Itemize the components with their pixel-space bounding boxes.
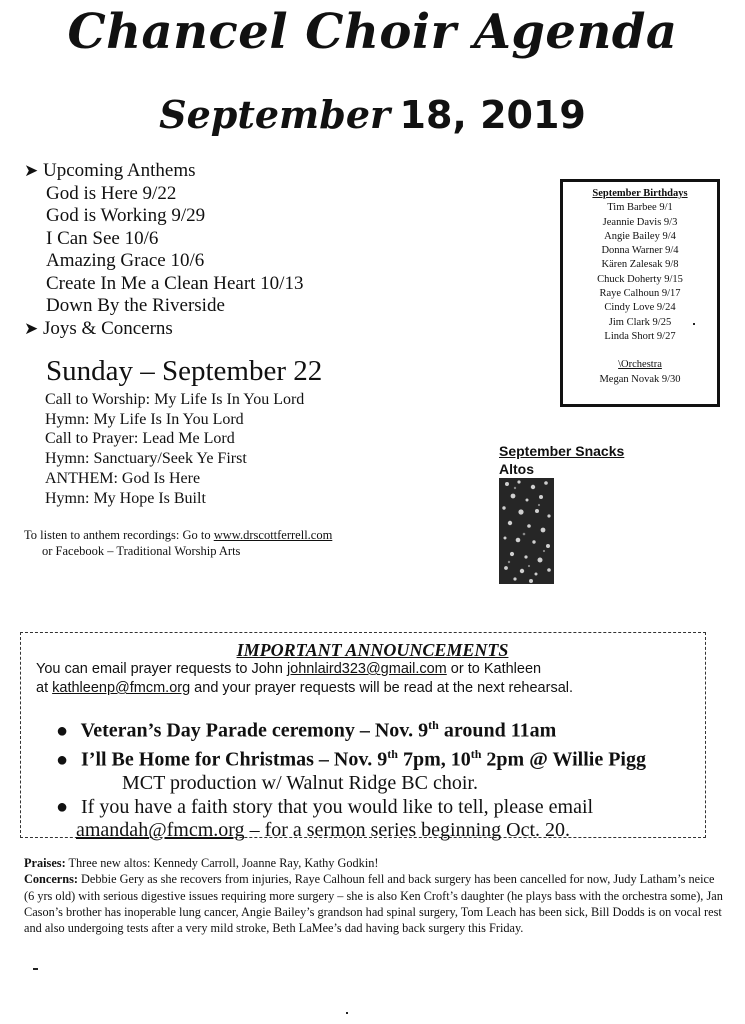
flower-pattern-icon (499, 478, 554, 584)
snacks-flower-image (499, 478, 554, 584)
birthday-item: Linda Short 9/27 (604, 330, 676, 342)
website-link[interactable]: www.drscottferrell.com (213, 528, 333, 542)
orchestra-birthday-list (563, 373, 717, 387)
listen-info (24, 527, 332, 559)
arrow-bullet-icon: ➤ (24, 318, 39, 338)
bullet-dot-icon: ● (56, 748, 69, 771)
announcements-title: IMPORTANT ANNOUNCEMENTS (236, 640, 509, 660)
bullet-dot-icon: ● (56, 719, 69, 742)
ann-line2-text-b: and your prayer requests will be read at the next rehearsal. (190, 680, 574, 696)
item1-text-a: Veteran’s Day Parade ceremony – Nov. 9 (80, 719, 429, 742)
bullet-dot-icon: ● (56, 795, 69, 818)
item3-text: If you have a faith story that you would like to tell, please email (81, 795, 594, 818)
scan-speck (33, 968, 38, 970)
birthday-item: Raye Calhoun 9/17 (599, 288, 681, 300)
praises-concerns (24, 855, 724, 936)
birthday-item: Jim Clark 9/25 (608, 316, 672, 328)
announcement-item-faith-story (56, 796, 646, 820)
scan-speck (693, 323, 695, 325)
ann-line1-text-a: You can email prayer requests to John (36, 661, 287, 677)
praises-text: Three new altos: Kennedy Carroll, Joanne Ray, Kathy Godkin! (65, 856, 379, 870)
anthem-list (24, 183, 303, 318)
sunday-title: Sunday – September 22 (46, 355, 323, 387)
agenda-date (0, 92, 745, 138)
agenda-date-day-year: 18, 2019 (399, 93, 586, 137)
birthdays-box (560, 179, 720, 407)
item2-sup1: th (387, 747, 398, 762)
anthem-item: God is Here 9/22 (46, 182, 177, 204)
john-email-link[interactable]: johnlaird323@gmail.com (286, 661, 447, 677)
concerns-paragraph (24, 871, 724, 936)
worship-item: Hymn: My Life Is In You Lord (45, 410, 244, 428)
upcoming-anthems-heading (24, 160, 303, 183)
listen-prefix: To listen to anthem recordings: Go to (24, 528, 214, 542)
announcement-item-christmas (56, 743, 646, 772)
listen-line-1 (24, 527, 332, 543)
announcements-intro (36, 660, 573, 698)
birthday-item: Kären Zalesak 9/8 (601, 259, 679, 271)
ann-line2-text-a: at (36, 680, 53, 696)
announcement-item-faith-story-cont (56, 819, 646, 843)
announcement-items (56, 714, 646, 843)
announcement-item-christmas-cont: MCT production w/ Walnut Ridge BC choir. (122, 772, 478, 795)
worship-item: Hymn: My Hope Is Built (45, 489, 206, 507)
concerns-label: Concerns: (24, 872, 78, 887)
praises-line (24, 855, 724, 871)
snacks-group: Altos (499, 461, 534, 477)
snacks-title: September Snacks (499, 443, 625, 459)
worship-item: Call to Prayer: Lead Me Lord (45, 430, 235, 448)
item1-text-b: around 11am (438, 719, 557, 742)
anthem-item: I Can See 10/6 (46, 227, 159, 249)
item1-sup: th (428, 718, 439, 732)
item2-text-b: 7pm, 10 (397, 748, 471, 771)
birthday-item: Chuck Doherty 9/15 (597, 273, 683, 285)
birthday-item: Angie Bailey 9/4 (604, 230, 676, 242)
praises-label: Praises: (24, 856, 66, 870)
worship-item: Hymn: Sanctuary/Seek Ye First (45, 450, 247, 468)
announcement-item-veterans-day (56, 714, 646, 743)
joys-heading-text: Joys & Concerns (43, 317, 173, 339)
announcements-line-2 (36, 679, 573, 698)
ann-line1-text-b: or to Kathleen (446, 661, 542, 677)
birthday-item: Tim Barbee 9/1 (607, 202, 673, 214)
arrow-bullet-icon: ➤ (24, 161, 39, 180)
birthday-item: Donna Warner 9/4 (601, 245, 679, 257)
scan-speck (346, 1012, 348, 1014)
upcoming-heading-text: Upcoming Anthems (43, 160, 196, 181)
page-title: Chancel Choir Agenda (67, 4, 678, 60)
anthem-item: Amazing Grace 10/6 (46, 250, 205, 271)
orchestra-label: \Orchestra (618, 359, 662, 371)
sunday-order-of-worship (45, 390, 304, 508)
anthem-item: God is Working 9/29 (46, 205, 206, 226)
announcements-line-1 (36, 660, 573, 679)
agenda-date-month: September (159, 92, 391, 137)
amanda-email-link[interactable]: amandah@fmcm.org (76, 819, 245, 842)
listen-line-2: or Facebook – Traditional Worship Arts (42, 544, 241, 558)
item2-sup2: th (470, 747, 482, 762)
worship-item: Call to Worship: My Life Is In You Lord (45, 391, 305, 408)
orchestra-birthday-item: Megan Novak 9/30 (599, 373, 681, 385)
anthem-item: Create In Me a Clean Heart 10/13 (46, 272, 304, 294)
joys-concerns-heading (24, 318, 303, 341)
kathleen-email-link[interactable]: kathleenp@fmcm.org (52, 680, 191, 696)
concerns-text: Debbie Gery as she recovers from injuries, Raye Calhoun fell and back surgery has been cancelled for now, Judy Latham’s neice (6 yrs old) with serious digestive issues requiring more surgery – she is also Ken Croft’s daughter (he plays bass with the orchestra some), Jan Cason’s brother has inoperable lung cancer, Angie Bailey’s grandson had spinal surgery, Tom Leach has been sick, Bill Dodds is on vocal rest and also undergoing tests after a very mild stroke, Beth LaMee’s dad having back surgery this Friday. (24, 872, 723, 936)
item2-text-c: 2pm @ Willie Pigg (481, 748, 646, 771)
birthday-item: Cindy Love 9/24 (604, 302, 676, 314)
worship-item: ANTHEM: God Is Here (45, 469, 201, 487)
birthdays-heading: September Birthdays (592, 188, 688, 199)
item3-cont-text: – for a sermon series beginning Oct. 20. (244, 819, 571, 842)
upcoming-anthems-section (24, 160, 303, 340)
birthday-item: Jeannie Davis 9/3 (602, 216, 678, 228)
anthem-item: Down By the Riverside (46, 295, 225, 316)
item2-text-a: I’ll Be Home for Christmas – Nov. 9 (81, 748, 388, 771)
